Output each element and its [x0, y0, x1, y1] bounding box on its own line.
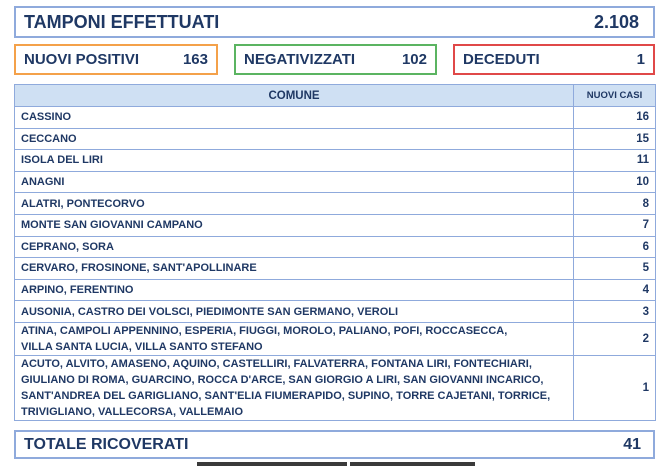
- table-header-row: [15, 85, 656, 107]
- table-row: [15, 150, 656, 172]
- comune-cell: MONTE SAN GIOVANNI CAMPANO: [15, 214, 574, 236]
- nuovi-positivi-box: [14, 44, 218, 75]
- table-row: [15, 128, 656, 150]
- tamponi-label: TAMPONI EFFETTUATI: [24, 11, 220, 32]
- header-comune: COMUNE: [15, 85, 574, 107]
- table-row: [15, 171, 656, 193]
- header-nuovi-casi: NUOVI CASI: [574, 85, 656, 107]
- deceduti-box: [453, 44, 655, 75]
- nuovi-casi-cell: 15: [574, 128, 656, 150]
- nuovi-casi-cell: 10: [574, 171, 656, 193]
- nuovi-casi-cell: 6: [574, 236, 656, 258]
- comuni-table: [14, 84, 656, 421]
- nuovi-casi-cell: 16: [574, 107, 656, 129]
- nuovi-casi-cell: 3: [574, 301, 656, 323]
- nuovi-casi-cell: 1: [574, 355, 656, 420]
- nuovi-casi-cell: 2: [574, 322, 656, 355]
- nuovi-casi-cell: 7: [574, 214, 656, 236]
- nuovi-positivi-value: 163: [182, 51, 208, 68]
- table-row: [15, 214, 656, 236]
- table-row: [15, 107, 656, 129]
- tamponi-box: [14, 6, 655, 38]
- table-row: [15, 355, 656, 420]
- table-row: [15, 322, 656, 355]
- deceduti-label: DECEDUTI: [463, 51, 540, 68]
- comune-cell: ATINA, CAMPOLI APPENNINO, ESPERIA, FIUGGI, MOROLO, PALIANO, POFI, ROCCASECCA, VILLA SANTA LUCIA, VILLA SANTO STEFANO: [15, 322, 574, 355]
- comune-cell: ACUTO, ALVITO, AMASENO, AQUINO, CASTELLIRI, FALVATERRA, FONTANA LIRI, FONTECHIARI, GIULIANO DI ROMA, GUARCINO, ROCCA D'ARCE, SAN GIORGIO A LIRI, SAN GIOVANNI INCARICO, SANT'ANDREA DEL GARIGLIANO, SANT'ELIA FIUMERAPIDO, SUPINO, TORRE CAJETANI, TORRICE, TRIVIGLIANO, VALLECORSA, VALLEMAIO: [15, 355, 574, 420]
- negativizzati-value: 102: [401, 51, 427, 68]
- comune-cell: CECCANO: [15, 128, 574, 150]
- tamponi-value: 2.108: [593, 11, 639, 32]
- nuovi-casi-cell: 11: [574, 150, 656, 172]
- table-row: [15, 236, 656, 258]
- comune-cell: ALATRI, PONTECORVO: [15, 193, 574, 215]
- deceduti-value: 1: [636, 51, 645, 68]
- table-row: [15, 258, 656, 280]
- negativizzati-label: NEGATIVIZZATI: [244, 51, 356, 68]
- ricoverati-value: 41: [623, 435, 641, 453]
- nuovi-casi-cell: 5: [574, 258, 656, 280]
- table-row: [15, 301, 656, 323]
- scrollbar-segment-left: [197, 462, 347, 466]
- comune-cell: ISOLA DEL LIRI: [15, 150, 574, 172]
- scrollbar-segment-right: [350, 462, 475, 466]
- ricoverati-label: TOTALE RICOVERATI: [24, 435, 189, 453]
- ricoverati-box: [14, 430, 655, 459]
- negativizzati-box: [234, 44, 437, 75]
- table-row: [15, 279, 656, 301]
- comune-cell: ANAGNI: [15, 171, 574, 193]
- comune-cell: CASSINO: [15, 107, 574, 129]
- comune-cell: CEPRANO, SORA: [15, 236, 574, 258]
- comune-cell: AUSONIA, CASTRO DEI VOLSCI, PIEDIMONTE SAN GERMANO, VEROLI: [15, 301, 574, 323]
- nuovi-positivi-label: NUOVI POSITIVI: [24, 51, 140, 68]
- nuovi-casi-cell: 8: [574, 193, 656, 215]
- comune-cell: CERVARO, FROSINONE, SANT'APOLLINARE: [15, 258, 574, 280]
- nuovi-casi-cell: 4: [574, 279, 656, 301]
- comune-cell: ARPINO, FERENTINO: [15, 279, 574, 301]
- table-row: [15, 193, 656, 215]
